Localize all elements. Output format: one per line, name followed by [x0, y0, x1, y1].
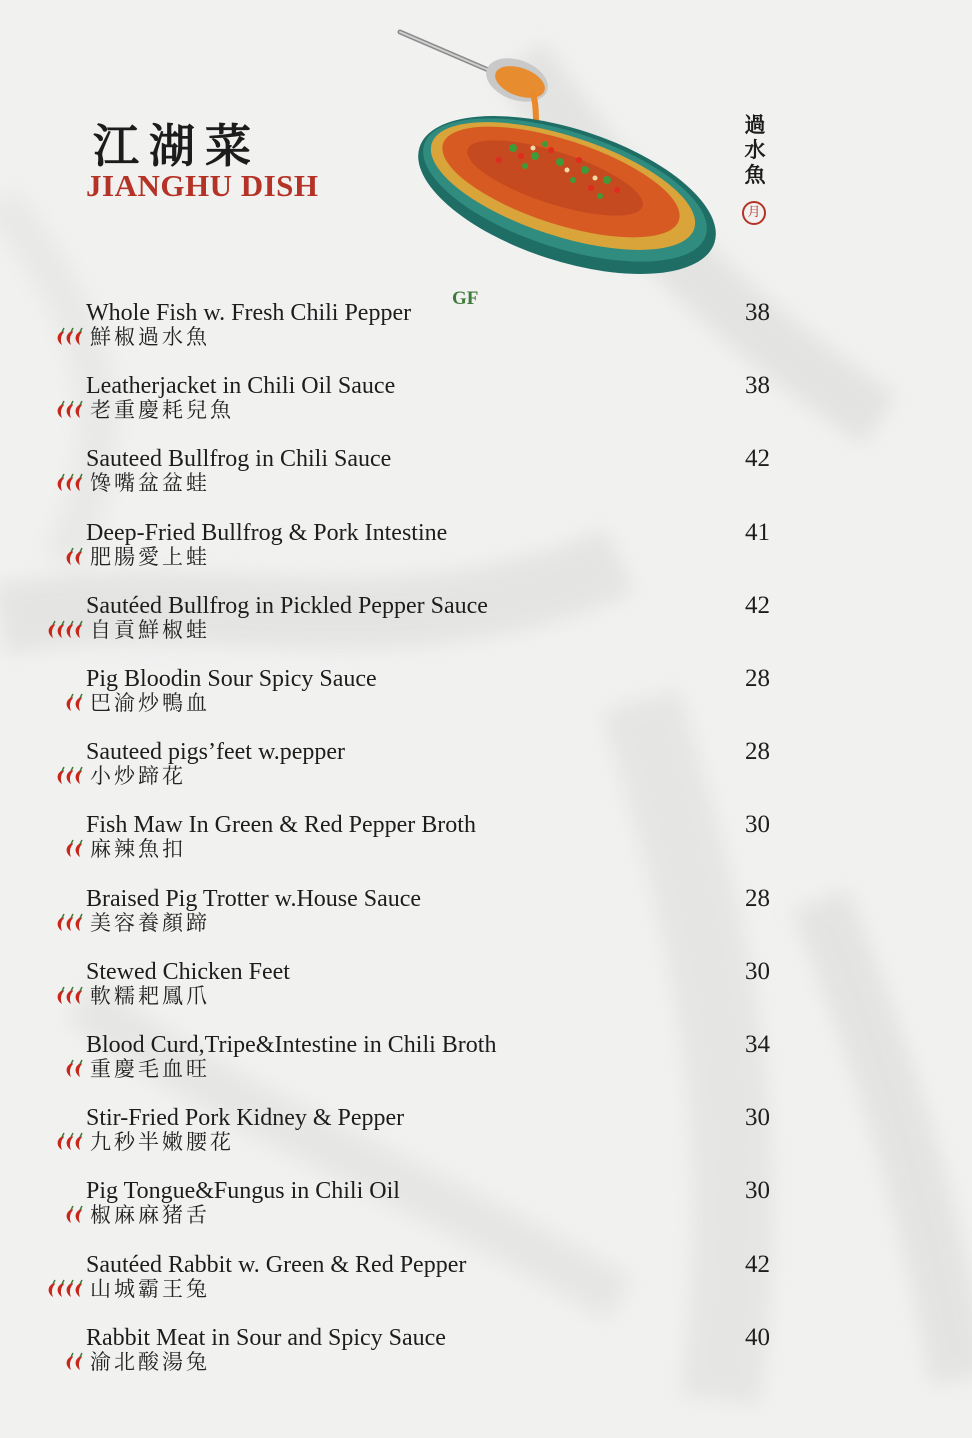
menu-item — [0, 446, 972, 506]
dish-price: 28 — [745, 885, 770, 912]
spice-level-indicator — [48, 621, 82, 639]
chili-pepper-icon — [67, 328, 73, 345]
dish-price: 38 — [745, 372, 770, 399]
chili-pepper-icon — [67, 987, 73, 1004]
dish-price: 30 — [745, 811, 770, 838]
spice-level-indicator — [57, 474, 82, 492]
chili-pepper-icon — [67, 840, 73, 857]
menu-item — [0, 288, 972, 360]
chili-pepper-icon — [58, 914, 64, 931]
dish-name-english: Rabbit Meat in Sour and Spicy Sauce — [86, 1325, 446, 1351]
chili-pepper-icon — [76, 987, 82, 1004]
spice-level-indicator — [57, 328, 82, 346]
chili-pepper-icon — [76, 474, 82, 491]
spice-level-indicator — [66, 1060, 82, 1078]
dish-price: 30 — [745, 958, 770, 985]
chili-pepper-icon — [67, 621, 73, 638]
dish-name-english: Braised Pig Trotter w.House Sauce — [86, 886, 422, 912]
chili-pepper-icon — [67, 1133, 73, 1150]
chili-pepper-icon — [76, 328, 82, 345]
menu-item — [0, 739, 972, 799]
dish-price: 42 — [745, 445, 770, 472]
menu-item — [0, 1032, 972, 1092]
dish-name-chinese: 小炒蹄花 — [90, 764, 186, 788]
dish-price: 38 — [745, 299, 770, 326]
menu-item — [0, 1105, 972, 1165]
chili-pepper-icon — [67, 914, 73, 931]
chili-pepper-icon — [67, 1353, 73, 1370]
fish-dish-illustration — [395, 20, 730, 282]
chili-pepper-icon — [58, 401, 64, 418]
chili-pepper-icon — [67, 767, 73, 784]
menu-item — [0, 959, 972, 1019]
chili-pepper-icon — [76, 548, 82, 565]
dish-name-chinese: 椒麻麻猪舌 — [90, 1203, 210, 1227]
chili-pepper-icon — [76, 767, 82, 784]
chili-pepper-icon — [67, 474, 73, 491]
dish-name-english: Fish Maw In Green & Red Pepper Broth — [86, 812, 476, 838]
dish-name-chinese: 巴渝炒鴨血 — [90, 691, 210, 715]
dish-name-english: Stir-Fried Pork Kidney & Pepper — [86, 1105, 405, 1131]
chili-pepper-icon — [58, 474, 64, 491]
side-vertical-label: 過水魚 — [744, 112, 766, 187]
dish-name-english: Leatherjacket in Chili Oil Sauce — [86, 373, 396, 399]
chili-pepper-icon — [76, 1206, 82, 1223]
dish-name-english: Sauteed pigs’feet w.pepper — [86, 739, 346, 765]
dish-name-chinese: 馋嘴盆盆蛙 — [90, 471, 210, 495]
dish-price: 30 — [745, 1104, 770, 1131]
chili-pepper-icon — [58, 328, 64, 345]
dish-price: 30 — [745, 1177, 770, 1204]
spice-level-indicator — [57, 914, 82, 932]
dish-name-english: Sautéed Bullfrog in Pickled Pepper Sauce — [86, 593, 488, 619]
dish-price: 34 — [745, 1031, 770, 1058]
spice-level-indicator — [66, 840, 82, 858]
dish-name-english: Whole Fish w. Fresh Chili Pepper — [86, 300, 412, 326]
dish-name-english: Deep-Fried Bullfrog & Pork Intestine — [86, 520, 448, 546]
chili-pepper-icon — [58, 987, 64, 1004]
menu-item — [0, 373, 972, 433]
dish-name-chinese: 九秒半嫩腰花 — [90, 1130, 234, 1154]
dish-price: 41 — [745, 519, 770, 546]
dish-name-english: Blood Curd,Tripe&Intestine in Chili Broth — [86, 1032, 497, 1058]
menu-item — [0, 886, 972, 946]
spice-level-indicator — [48, 1280, 82, 1298]
spice-level-indicator — [66, 1206, 82, 1224]
chili-pepper-icon — [58, 1280, 64, 1297]
dish-name-chinese: 麻辣魚扣 — [90, 837, 186, 861]
dish-name-english: Pig Bloodin Sour Spicy Sauce — [86, 666, 377, 692]
menu-item — [0, 593, 972, 653]
dish-name-chinese: 老重慶耗兒魚 — [90, 398, 234, 422]
chili-pepper-icon — [67, 1280, 73, 1297]
chili-pepper-icon — [49, 621, 55, 638]
chili-pepper-icon — [67, 694, 73, 711]
spice-level-indicator — [66, 1353, 82, 1371]
dish-name-chinese: 軟糯耙鳳爪 — [90, 984, 210, 1008]
chili-pepper-icon — [76, 1353, 82, 1370]
spice-level-indicator — [66, 694, 82, 712]
chili-pepper-icon — [67, 548, 73, 565]
chili-pepper-icon — [76, 1280, 82, 1297]
spice-level-indicator — [66, 548, 82, 566]
spice-level-indicator — [57, 1133, 82, 1151]
menu-item — [0, 1325, 972, 1385]
dish-name-chinese: 渝北酸湯兔 — [90, 1350, 210, 1374]
menu-item — [0, 520, 972, 580]
chili-pepper-icon — [76, 1060, 82, 1077]
chili-pepper-icon — [67, 401, 73, 418]
dish-name-chinese: 美容養顏蹄 — [90, 911, 210, 935]
red-seal-stamp: 月 — [742, 201, 766, 225]
dish-name-english: Pig Tongue&Fungus in Chili Oil — [86, 1178, 400, 1204]
gluten-free-badge: GF — [452, 288, 479, 309]
dish-name-english: Sauteed Bullfrog in Chili Sauce — [86, 446, 392, 472]
section-title-chinese: 江湖菜 — [93, 119, 261, 173]
chili-pepper-icon — [76, 840, 82, 857]
spice-level-indicator — [57, 987, 82, 1005]
chili-pepper-icon — [76, 401, 82, 418]
dish-price: 40 — [745, 1324, 770, 1351]
spice-level-indicator — [57, 401, 82, 419]
chili-pepper-icon — [58, 621, 64, 638]
dish-price: 28 — [745, 738, 770, 765]
chili-pepper-icon — [76, 914, 82, 931]
dish-price: 42 — [745, 1251, 770, 1278]
section-title-english: JIANGHU DISH — [86, 168, 319, 203]
menu-item — [0, 812, 972, 872]
chili-pepper-icon — [67, 1206, 73, 1223]
chili-pepper-icon — [67, 1060, 73, 1077]
chili-pepper-icon — [76, 1133, 82, 1150]
chili-pepper-icon — [76, 694, 82, 711]
chili-pepper-icon — [58, 1133, 64, 1150]
dish-name-chinese: 鮮椒過水魚 — [90, 325, 210, 349]
dish-name-chinese: 山城霸王兔 — [90, 1277, 210, 1301]
chili-pepper-icon — [76, 621, 82, 638]
dish-name-english: Sautéed Rabbit w. Green & Red Pepper — [86, 1252, 467, 1278]
dish-price: 42 — [745, 592, 770, 619]
dish-name-chinese: 自貢鮮椒蛙 — [90, 618, 210, 642]
menu-item — [0, 1252, 972, 1312]
spice-level-indicator — [57, 767, 82, 785]
chili-pepper-icon — [58, 767, 64, 784]
dish-name-chinese: 肥腸愛上蛙 — [90, 545, 210, 569]
dish-name-chinese: 重慶毛血旺 — [90, 1057, 210, 1081]
chili-pepper-icon — [49, 1280, 55, 1297]
menu-item — [0, 1178, 972, 1238]
dish-price: 28 — [745, 665, 770, 692]
dish-name-english: Stewed Chicken Feet — [86, 959, 290, 985]
menu-item — [0, 666, 972, 726]
